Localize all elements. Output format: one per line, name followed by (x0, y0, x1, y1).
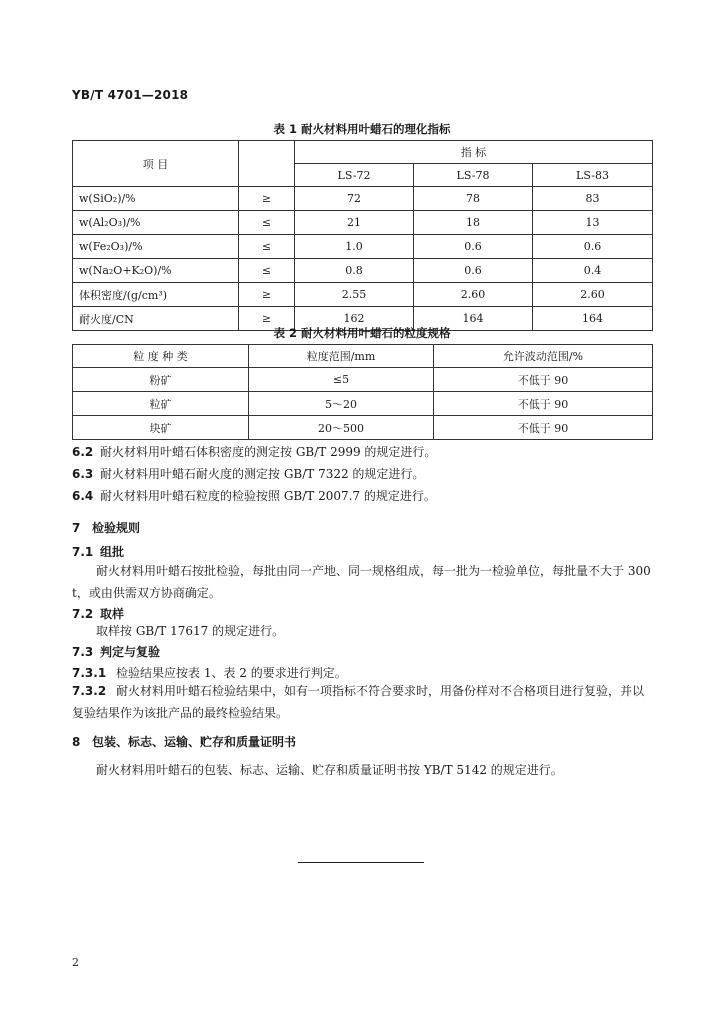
section-8-text: 耐火材料用叶蜡石的包装、标志、运输、贮存和质量证明书按 YB/T 5142 的规定进行。 (96, 763, 563, 777)
table1-value: 164 (414, 307, 533, 331)
section-7-heading (72, 520, 140, 536)
table1-value: 164 (533, 307, 653, 331)
table1-header-index: 指 标 (295, 141, 653, 164)
table1-value: 13 (533, 211, 653, 235)
table2-header: 粒 度 种 类 (73, 345, 249, 368)
section-number: 7.1 (72, 545, 94, 559)
table1-value: 0.4 (533, 259, 653, 283)
table2 (72, 344, 653, 440)
section-number: 6.3 (72, 467, 94, 481)
section-title: 组批 (100, 545, 125, 559)
table1-item: 耐火度/CN (73, 307, 239, 331)
table2-cell: ≤5 (249, 368, 434, 392)
section-6-3 (72, 466, 424, 482)
table1-value: 78 (414, 187, 533, 211)
section-number: 7.3.1 (72, 666, 107, 680)
table-row (73, 187, 653, 211)
table1-operator: ≥ (239, 187, 295, 211)
table-row (73, 392, 653, 416)
section-text: 检验结果应按表 1、表 2 的要求进行判定。 (116, 666, 347, 680)
table1-value: 18 (414, 211, 533, 235)
table1-value: 0.6 (414, 235, 533, 259)
table1-operator: ≥ (239, 307, 295, 331)
section-7-1-heading (72, 544, 124, 560)
section-number: 6.4 (72, 489, 94, 503)
table2-cell: 不低于 90 (434, 416, 653, 440)
table1-grade: LS-83 (533, 164, 653, 187)
table1-value: 2.60 (533, 283, 653, 307)
table1-item: w(SiO₂)/% (73, 187, 239, 211)
table2-cell: 粉矿 (73, 368, 249, 392)
table-row (73, 211, 653, 235)
section-number: 7.3.2 (72, 684, 107, 698)
table1-value: 72 (295, 187, 414, 211)
table1-operator: ≥ (239, 283, 295, 307)
table1-value: 2.60 (414, 283, 533, 307)
table2-header: 允许波动范围/% (434, 345, 653, 368)
section-7-3-1 (72, 665, 347, 681)
table1-value: 21 (295, 211, 414, 235)
section-8-heading (72, 734, 296, 750)
table1-value: 0.6 (414, 259, 533, 283)
table1-item: w(Fe₂O₃)/% (73, 235, 239, 259)
table2-cell: 粒矿 (73, 392, 249, 416)
section-text: 耐火材料用叶蜡石体积密度的测定按 GB/T 2999 的规定进行。 (100, 445, 437, 459)
table1-header-blank (239, 141, 295, 187)
section-7-3-2 (72, 680, 652, 724)
section-number: 7.3 (72, 645, 94, 659)
table1 (72, 140, 653, 331)
section-text: 耐火材料用叶蜡石耐火度的测定按 GB/T 7322 的规定进行。 (100, 467, 425, 481)
table1-operator: ≤ (239, 235, 295, 259)
table-row (73, 235, 653, 259)
table2-cell: 块矿 (73, 416, 249, 440)
table1-value: 162 (295, 307, 414, 331)
table-row (73, 259, 653, 283)
table1-grade: LS-78 (414, 164, 533, 187)
table1-header-item: 项 目 (73, 141, 239, 187)
section-7-1-text: 耐火材料用叶蜡石按批检验，每批由同一产地、同一规格组成，每一批为一检验单位，每批量不大于 300 t，或由供需双方协商确定。 (72, 564, 651, 600)
section-title: 判定与复验 (100, 645, 161, 659)
table-row (73, 416, 653, 440)
table1-grade: LS-72 (295, 164, 414, 187)
section-number: 7.2 (72, 607, 94, 621)
standard-number-header: YB/T 4701—2018 (72, 88, 189, 102)
table1-item: w(Na₂O+K₂O)/% (73, 259, 239, 283)
section-number: 6.2 (72, 445, 94, 459)
table1-value: 0.6 (533, 235, 653, 259)
table-row (73, 368, 653, 392)
section-text: 耐火材料用叶蜡石粒度的检验按照 GB/T 2007.7 的规定进行。 (100, 489, 436, 503)
table1-value: 0.8 (295, 259, 414, 283)
table1-value: 2.55 (295, 283, 414, 307)
table2-cell: 不低于 90 (434, 392, 653, 416)
table1-value: 83 (533, 187, 653, 211)
section-6-2 (72, 444, 436, 460)
section-title: 包装、标志、运输、贮存和质量证明书 (92, 735, 297, 749)
table1-item: 体积密度/(g/cm³) (73, 283, 239, 307)
page-number: 2 (72, 956, 79, 969)
table1-operator: ≤ (239, 211, 295, 235)
section-7-2-text: 取样按 GB/T 17617 的规定进行。 (96, 624, 285, 638)
table2-cell: 不低于 90 (434, 368, 653, 392)
table1-item: w(Al₂O₃)/% (73, 211, 239, 235)
section-7-3-heading (72, 644, 160, 660)
section-6-4 (72, 488, 436, 504)
section-title: 取样 (100, 607, 125, 621)
table2-cell: 20～500 (249, 416, 434, 440)
end-rule (298, 862, 424, 863)
section-number: 8 (72, 735, 81, 749)
table1-operator: ≤ (239, 259, 295, 283)
table-row (73, 283, 653, 307)
section-number: 7 (72, 521, 81, 535)
table2-header: 粒度范围/mm (249, 345, 434, 368)
table2-caption: 表 2 耐火材料用叶蜡石的粒度规格 (273, 326, 451, 340)
table1-caption: 表 1 耐火材料用叶蜡石的理化指标 (273, 122, 451, 136)
section-title: 检验规则 (92, 521, 141, 535)
section-text: 耐火材料用叶蜡石检验结果中，如有一项指标不符合要求时，用备份样对不合格项目进行复验，并以复验结果作为该批产品的最终检验结果。 (72, 684, 645, 720)
table1-value: 1.0 (295, 235, 414, 259)
table2-cell: 5～20 (249, 392, 434, 416)
